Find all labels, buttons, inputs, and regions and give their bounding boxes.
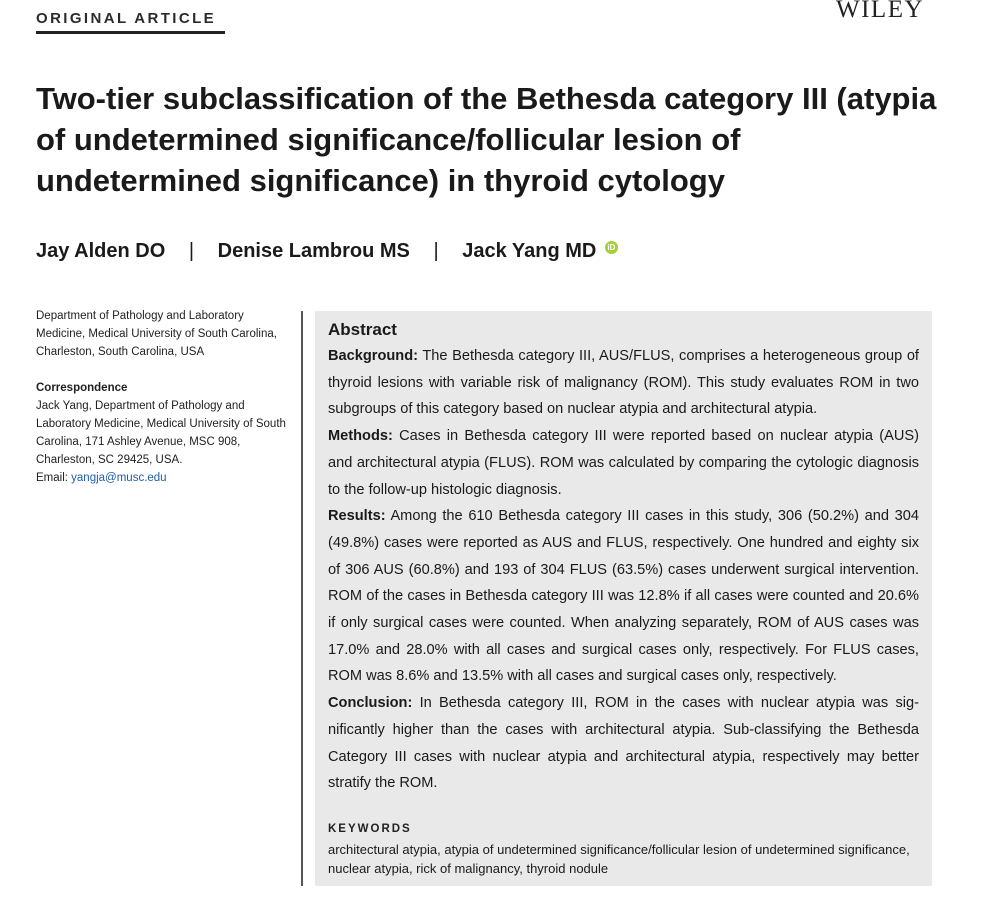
methods-text: Cases in Bethesda category III were reported based on nuclear atypia (AUS) and architectural atypia (FLUS). ROM was calculated by comparing the cytologic diagnosis to the follow-up histologic diagnosis.	[328, 428, 919, 498]
methods-label: Methods:	[328, 428, 393, 445]
abstract-divider	[301, 311, 303, 886]
background-label: Background:	[328, 348, 418, 364]
conclusion-label: Conclusion:	[328, 695, 413, 712]
author-separator: |	[188, 240, 195, 262]
affiliation: Department of Pathology and Laboratory Medicine, Medical University of South Carolina, Charleston, South Carolina, USA	[36, 310, 277, 358]
email-label: Email:	[36, 472, 72, 484]
publisher-logo[interactable]: WILEY	[836, 0, 925, 23]
abstract-results	[328, 503, 919, 690]
sidebar	[36, 307, 286, 487]
author-separator: |	[433, 240, 439, 262]
keywords-text: architectural atypia, atypia of undetermined significance/follicular lesion of undetermined significance, nuclear atypia, rick of malignancy, thyroid nodule	[328, 841, 910, 876]
section-underline	[36, 31, 225, 34]
conclusion-text: In Bethesda category III, ROM in the cases with nuclear atypia was significantly higher than the cases with architectural atypia. Sub-classifying the Bethesda Category III cases with nuclear atypia and architectural atypia, respectively may better stratify the ROM.	[328, 695, 919, 792]
email-line	[36, 469, 286, 487]
correspondence-text: Jack Yang, Department of Pathology and Laboratory Medicine, Medical University of South Carolina, 171 Ashley Avenue, MSC 908, Charleston, SC 29425, USA.	[36, 400, 286, 466]
author-name[interactable]: Denise Lambrou MS	[217, 240, 410, 262]
author-name[interactable]: Jack Yang MD	[462, 240, 597, 262]
orcid-icon[interactable]: iD	[605, 241, 618, 254]
email-link[interactable]: yangja@musc.edu	[71, 472, 167, 484]
keywords-heading: KEYWORDS	[328, 822, 412, 835]
background-text: The Bethesda category III, AUS/FLUS, comprises a heterogeneous group of thyroid lesions with variable risk of malignancy (ROM). This study evaluates ROM in two subgroups of this category based on nuclear atypia and architectural atypia.	[328, 348, 919, 418]
abstract-methods	[328, 423, 919, 503]
results-text: Among the 610 Bethesda category III cases in this study, 306 (50.2%) and 304 (49.8%) cases were reported as AUS and FLUS, respectively. One hundred and eighty six of 306 AUS (60.8%) and 193 of 304 FLUS (63.5%) cases underwent surgical intervention. ROM of the cases in Bethesda category III was 12.8% if all cases were counted and 20.6% if only surgical cases were counted. When analyzing separately, ROM of AUS cases was 17.0% and 28.0% with all cases and surgical cases only, respectively. For FLUS cases, ROM was 8.6% and 13.5% with all cases and surgical cases only, respectively.	[328, 508, 919, 685]
author-list	[36, 240, 618, 263]
abstract-heading: Abstract	[328, 320, 397, 339]
abstract-background	[328, 343, 919, 423]
abstract-conclusion	[328, 690, 919, 797]
section-label: ORIGINAL ARTICLE	[36, 10, 217, 27]
correspondence-heading: Correspondence	[36, 382, 128, 394]
author-name[interactable]: Jay Alden DO	[36, 240, 166, 262]
article-title: Two-tier subclassification of the Bethesda category III (atypia of undetermined significance/follicular lesion of undetermined significance) in thyroid cytology	[36, 81, 937, 198]
abstract-box	[315, 311, 932, 886]
results-label: Results:	[328, 508, 386, 525]
